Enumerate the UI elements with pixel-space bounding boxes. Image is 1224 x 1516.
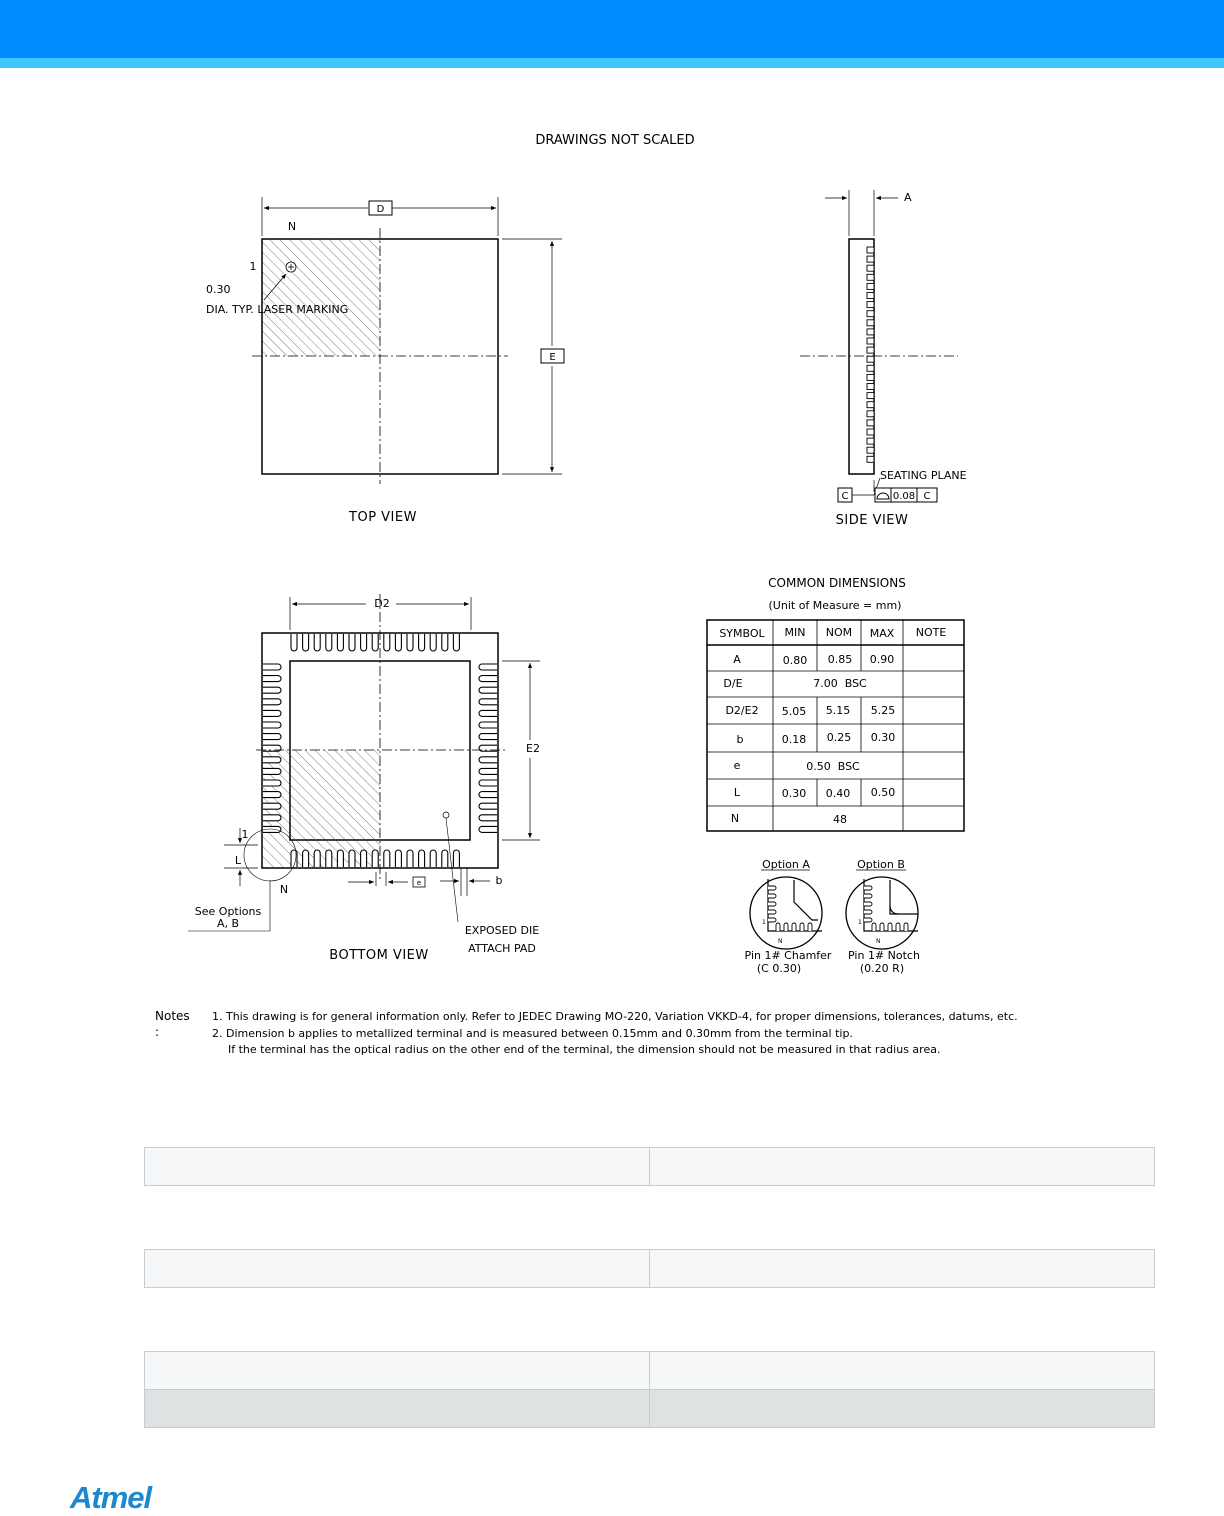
bottom-terminal — [372, 850, 378, 867]
right-terminal — [479, 664, 497, 670]
bottom-terminal — [337, 850, 343, 867]
note-1: 1. This drawing is for general information only. Refer to JEDEC Drawing MO-220, Variation VKKD-4, for proper dimensions, tolerances, datums, etc. — [212, 1010, 1018, 1023]
top-terminal — [314, 634, 320, 651]
option-terminal — [864, 886, 872, 890]
table-row — [145, 1390, 1155, 1428]
option-a-caption1: Pin 1# Chamfer — [744, 949, 832, 962]
row-b-nom: 0.25 — [826, 731, 852, 744]
option-terminal — [768, 910, 776, 914]
left-terminal — [263, 734, 281, 740]
table-cell — [650, 1390, 1155, 1428]
row-a-max: 0.90 — [869, 653, 895, 666]
bottom-label-n: N — [279, 883, 289, 896]
option-terminal — [888, 923, 892, 931]
right-terminal — [479, 757, 497, 763]
side-terminal — [867, 329, 874, 335]
side-terminal — [867, 320, 874, 326]
side-terminal — [867, 274, 874, 280]
side-terminal — [867, 356, 874, 362]
atmel-logo: Atmel — [70, 1480, 152, 1515]
option-terminal — [904, 923, 908, 931]
left-terminal — [263, 792, 281, 798]
tolerance-value: 0.08 — [892, 491, 916, 502]
top-terminal — [372, 634, 378, 651]
side-terminal — [867, 420, 874, 426]
table-cell — [650, 1352, 1155, 1390]
table-cell — [145, 1250, 650, 1288]
option-terminal — [784, 923, 788, 931]
top-label-030: 0.30 — [206, 283, 231, 296]
right-terminal — [479, 687, 497, 693]
side-terminal — [867, 384, 874, 390]
right-terminal — [479, 803, 497, 809]
row-d2e2-nom: 5.15 — [825, 704, 851, 717]
col-header-nom: NOM — [825, 626, 853, 639]
top-label-n: N — [287, 220, 297, 233]
left-terminal — [263, 757, 281, 763]
bottom-view-caption: BOTTOM VIEW — [329, 948, 429, 963]
col-header-symbol: SYMBOL — [719, 627, 765, 640]
row-n-value: 48 — [833, 813, 847, 826]
left-terminal — [263, 664, 281, 670]
option-terminal — [896, 923, 900, 931]
exposed-die-line1: EXPOSED DIE — [464, 924, 540, 937]
top-terminal — [337, 634, 343, 651]
side-view-caption: SIDE VIEW — [835, 513, 909, 528]
dim-label-l: L — [234, 854, 242, 867]
top-terminal — [349, 634, 355, 651]
bottom-terminal — [395, 850, 401, 867]
side-terminal — [867, 402, 874, 408]
bottom-terminal — [442, 850, 448, 867]
tolerance-datum: C — [923, 491, 931, 502]
bottom-terminal — [361, 850, 367, 867]
side-view — [800, 190, 967, 528]
option-terminal — [792, 923, 796, 931]
option-terminal — [776, 923, 780, 931]
side-terminal — [867, 438, 874, 444]
side-terminal — [867, 347, 874, 353]
row-d2e2-symbol: D2/E2 — [725, 704, 759, 717]
bottom-terminal — [349, 850, 355, 867]
option-terminal — [864, 910, 872, 914]
row-d2e2-max: 5.25 — [870, 704, 896, 717]
option-terminal — [768, 894, 776, 898]
exposed-die-line2: ATTACH PAD — [468, 942, 536, 955]
side-terminal — [867, 247, 874, 253]
side-terminal — [867, 283, 874, 289]
dim-label-b: b — [495, 874, 503, 887]
side-terminal — [867, 302, 874, 308]
bottom-terminal — [326, 850, 332, 867]
bottom-terminal — [407, 850, 413, 867]
row-l-min: 0.30 — [781, 787, 807, 800]
row-b-max: 0.30 — [870, 731, 896, 744]
top-terminal — [361, 634, 367, 651]
info-table-3 — [144, 1351, 1155, 1428]
right-terminal — [479, 792, 497, 798]
right-terminal — [479, 722, 497, 728]
dim-label-d: D — [376, 204, 385, 215]
right-terminal — [479, 768, 497, 774]
table-cell — [145, 1148, 650, 1186]
dim-label-e: E — [549, 352, 556, 363]
row-n-symbol: N — [730, 812, 740, 825]
left-terminal — [263, 803, 281, 809]
option-terminal — [872, 923, 876, 931]
left-terminal — [263, 710, 281, 716]
side-terminal — [867, 447, 874, 453]
option-a-caption2: (C 0.30) — [756, 962, 802, 975]
left-terminal — [263, 768, 281, 774]
row-a-symbol: A — [733, 653, 741, 666]
option-terminal — [864, 894, 872, 898]
bottom-label-1: 1 — [241, 828, 249, 841]
option-b-title: Option B — [857, 858, 905, 871]
right-terminal — [479, 676, 497, 682]
row-l-symbol: L — [733, 786, 741, 799]
notes-label: Notes : — [155, 1009, 190, 1039]
option-b-caption1: Pin 1# Notch — [848, 949, 920, 962]
note-2: 2. Dimension b applies to metallized terminal and is measured between 0.15mm and 0.30mm from the terminal tip. — [212, 1027, 853, 1040]
option-a-pin1: 1 — [762, 919, 766, 926]
top-terminal — [303, 634, 309, 651]
left-terminal — [263, 676, 281, 682]
right-terminal — [479, 780, 497, 786]
option-a-n: N — [778, 938, 783, 945]
bottom-terminal — [314, 850, 320, 867]
dim-label-a: A — [904, 191, 912, 204]
option-terminal — [768, 902, 776, 906]
col-header-note: NOTE — [915, 626, 947, 639]
side-terminal — [867, 293, 874, 299]
right-terminal — [479, 699, 497, 705]
left-terminal — [263, 815, 281, 821]
option-terminal — [864, 918, 872, 922]
top-label-1: 1 — [249, 260, 257, 273]
row-de-symbol: D/E — [723, 677, 743, 690]
top-terminal — [430, 634, 436, 651]
info-table-2 — [144, 1249, 1155, 1288]
pin1-options — [745, 858, 920, 975]
table-row — [145, 1250, 1155, 1288]
datum-c-label: C — [841, 491, 849, 502]
option-terminal — [864, 902, 872, 906]
bottom-terminal — [384, 850, 390, 867]
side-terminal — [867, 365, 874, 371]
drawing-title: DRAWINGS NOT SCALED — [535, 133, 695, 148]
top-view-caption: TOP VIEW — [349, 510, 417, 525]
side-terminal — [867, 265, 874, 271]
option-b-caption2: (0.20 R) — [859, 962, 905, 975]
bottom-terminal — [419, 850, 425, 867]
row-e-symbol: e — [733, 759, 741, 772]
dimensions-title: COMMON DIMENSIONS — [768, 576, 906, 590]
option-terminal — [768, 886, 776, 890]
top-terminal — [442, 634, 448, 651]
table-row — [145, 1148, 1155, 1186]
dim-label-d2: D2 — [374, 597, 390, 610]
bottom-terminal — [453, 850, 459, 867]
row-b-symbol: b — [736, 733, 744, 746]
col-header-min: MIN — [784, 626, 806, 639]
side-terminal — [867, 456, 874, 462]
col-header-max: MAX — [869, 627, 895, 640]
row-b-min: 0.18 — [781, 733, 807, 746]
bottom-terminal — [303, 850, 309, 867]
table-cell — [145, 1390, 650, 1428]
row-a-nom: 0.85 — [827, 653, 853, 666]
note-3: If the terminal has the optical radius on the other end of the terminal, the dimension should not be measured in that radius area. — [228, 1043, 941, 1056]
common-dimensions — [707, 576, 964, 831]
dim-label-e2: E2 — [526, 742, 540, 755]
top-terminal — [407, 634, 413, 651]
see-options-line2: A, B — [216, 917, 240, 930]
option-terminal — [800, 923, 804, 931]
top-terminal — [384, 634, 390, 651]
side-terminal — [867, 311, 874, 317]
table-cell — [650, 1250, 1155, 1288]
top-terminal — [395, 634, 401, 651]
laser-marking-label: DIA. TYP. LASER MARKING — [206, 303, 349, 316]
side-terminal — [867, 393, 874, 399]
dim-label-e-pitch: e — [416, 879, 422, 887]
bottom-terminal — [430, 850, 436, 867]
right-terminal — [479, 815, 497, 821]
row-l-nom: 0.40 — [825, 787, 851, 800]
info-table-1 — [144, 1147, 1155, 1186]
table-cell — [650, 1148, 1155, 1186]
right-terminal — [479, 734, 497, 740]
side-terminal — [867, 429, 874, 435]
left-terminal — [263, 780, 281, 786]
left-terminal — [263, 722, 281, 728]
side-terminal — [867, 338, 874, 344]
side-terminal — [867, 256, 874, 262]
option-b-pin1: 1 — [858, 919, 862, 926]
table-row — [145, 1352, 1155, 1390]
top-terminal — [419, 634, 425, 651]
dimensions-unit: (Unit of Measure = mm) — [768, 599, 902, 612]
bottom-view — [188, 594, 540, 963]
top-terminal — [326, 634, 332, 651]
see-options-line1: See Options — [194, 905, 262, 918]
row-e-value: 0.50 BSC — [806, 760, 860, 773]
side-terminal — [867, 374, 874, 380]
left-terminal — [263, 687, 281, 693]
right-terminal — [479, 826, 497, 832]
option-terminal — [880, 923, 884, 931]
right-terminal — [479, 710, 497, 716]
seating-plane-label: SEATING PLANE — [880, 469, 967, 482]
option-a-title: Option A — [762, 858, 810, 871]
row-a-min: 0.80 — [782, 654, 808, 667]
row-l-max: 0.50 — [870, 786, 896, 799]
option-terminal — [768, 918, 776, 922]
top-terminal — [291, 634, 297, 651]
table-cell — [145, 1352, 650, 1390]
row-d2e2-min: 5.05 — [781, 705, 807, 718]
option-b-n: N — [876, 938, 881, 945]
option-terminal — [808, 923, 812, 931]
top-view — [206, 197, 564, 525]
top-terminal — [453, 634, 459, 651]
left-terminal — [263, 699, 281, 705]
side-terminal — [867, 411, 874, 417]
row-de-value: 7.00 BSC — [813, 677, 867, 690]
